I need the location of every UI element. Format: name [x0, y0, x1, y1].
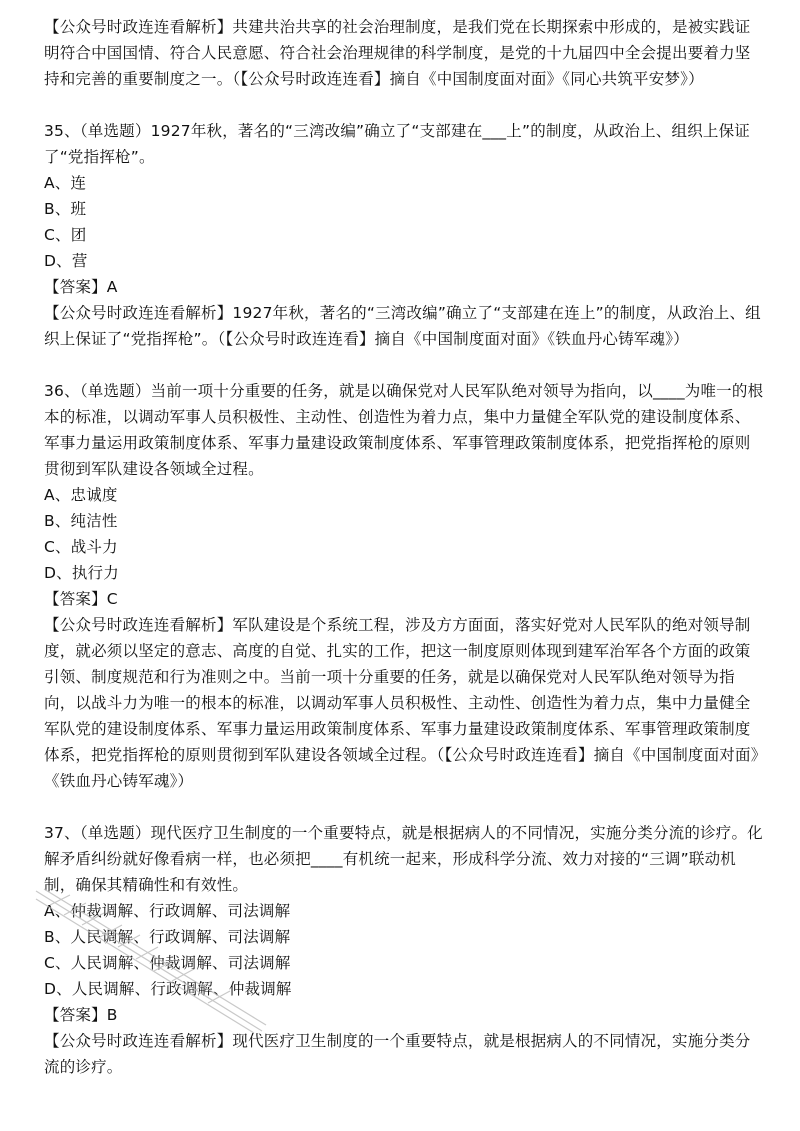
option-b: B、纯洁性 — [44, 512, 118, 530]
option-b: B、人民调解、行政调解、司法调解 — [44, 928, 291, 946]
question-35 — [44, 118, 764, 352]
question-37 — [44, 820, 764, 1080]
option-a: A、连 — [44, 174, 87, 192]
option-a: A、仲裁调解、行政调解、司法调解 — [44, 902, 291, 920]
question-stem: 36、（单选题）当前一项十分重要的任务，就是以确保党对人民军队绝对领导为指向，以____为唯一的根本的标准，以调动军事人员积极性、主动性、创造性为着力点，集中力量健全军队党的建设制度体系、军事力量运用政策制度体系、军事力量建设政策制度体系、军事管理政策制度体系，把党指挥枪的原则贯彻到军队建设各领域全过程。 — [44, 382, 764, 478]
answer-line: 【答案】A — [44, 278, 118, 296]
answer-line: 【答案】C — [44, 590, 118, 608]
option-d: D、营 — [44, 252, 88, 270]
option-d: D、执行力 — [44, 564, 119, 582]
option-a: A、忠诚度 — [44, 486, 118, 504]
analysis-text: 【公众号时政连连看解析】军队建设是个系统工程，涉及方方面面，落实好党对人民军队的绝对领导制度，就必须以坚定的意志、高度的自觉、扎实的工作，把这一制度原则体现到建军治军各个方面的政策引领、制度规范和行为准则之中。当前一项十分重要的任务，就是以确保党对人民军队绝对领导为指向，以战斗力为唯一的根本的标准，以调动军事人员积极性、主动性、创造性为着力点，集中力量健全军队党的建设制度体系、军事力量运用政策制度体系、军事力量建设政策制度体系、军事管理政策制度体系，把党指挥枪的原则贯彻到军队建设各领域全过程。（【公众号时政连连看】摘自《中国制度面对面》《铁血丹心铸军魂》） — [44, 616, 759, 790]
intro-analysis — [44, 14, 764, 92]
option-c: C、战斗力 — [44, 538, 118, 556]
question-36 — [44, 378, 764, 794]
analysis-text: 【公众号时政连连看解析】1927年秋，著名的“三湾改编”确立了“支部建在连上”的制度，从政治上、组织上保证了“党指挥枪”。（【公众号时政连连看】摘自《中国制度面对面》《铁血丹心铸军魂》） — [44, 304, 761, 348]
analysis-text: 【公众号时政连连看解析】现代医疗卫生制度的一个重要特点，就是根据病人的不同情况，实施分类分流的诊疗。 — [44, 1032, 751, 1076]
option-d: D、人民调解、行政调解、仲裁调解 — [44, 980, 292, 998]
document-page — [44, 14, 764, 1080]
question-stem: 35、（单选题）1927年秋，著名的“三湾改编”确立了“支部建在___上”的制度，从政治上、组织上保证了“党指挥枪”。 — [44, 122, 750, 166]
option-c: C、人民调解、仲裁调解、司法调解 — [44, 954, 291, 972]
option-c: C、团 — [44, 226, 87, 244]
answer-line: 【答案】B — [44, 1006, 118, 1024]
intro-text: 【公众号时政连连看解析】共建共治共享的社会治理制度，是我们党在长期探索中形成的，是被实践证明符合中国国情、符合人民意愿、符合社会治理规律的科学制度，是党的十九届四中全会提出要着力坚持和完善的重要制度之一。（【公众号时政连连看】摘自《中国制度面对面》《同心共筑平安梦》） — [44, 18, 751, 88]
option-b: B、班 — [44, 200, 87, 218]
question-stem: 37、（单选题）现代医疗卫生制度的一个重要特点，就是根据病人的不同情况，实施分类分流的诊疗。化解矛盾纠纷就好像看病一样，也必须把____有机统一起来，形成科学分流、效力对接的“三调”联动机制，确保其精确性和有效性。 — [44, 824, 763, 894]
